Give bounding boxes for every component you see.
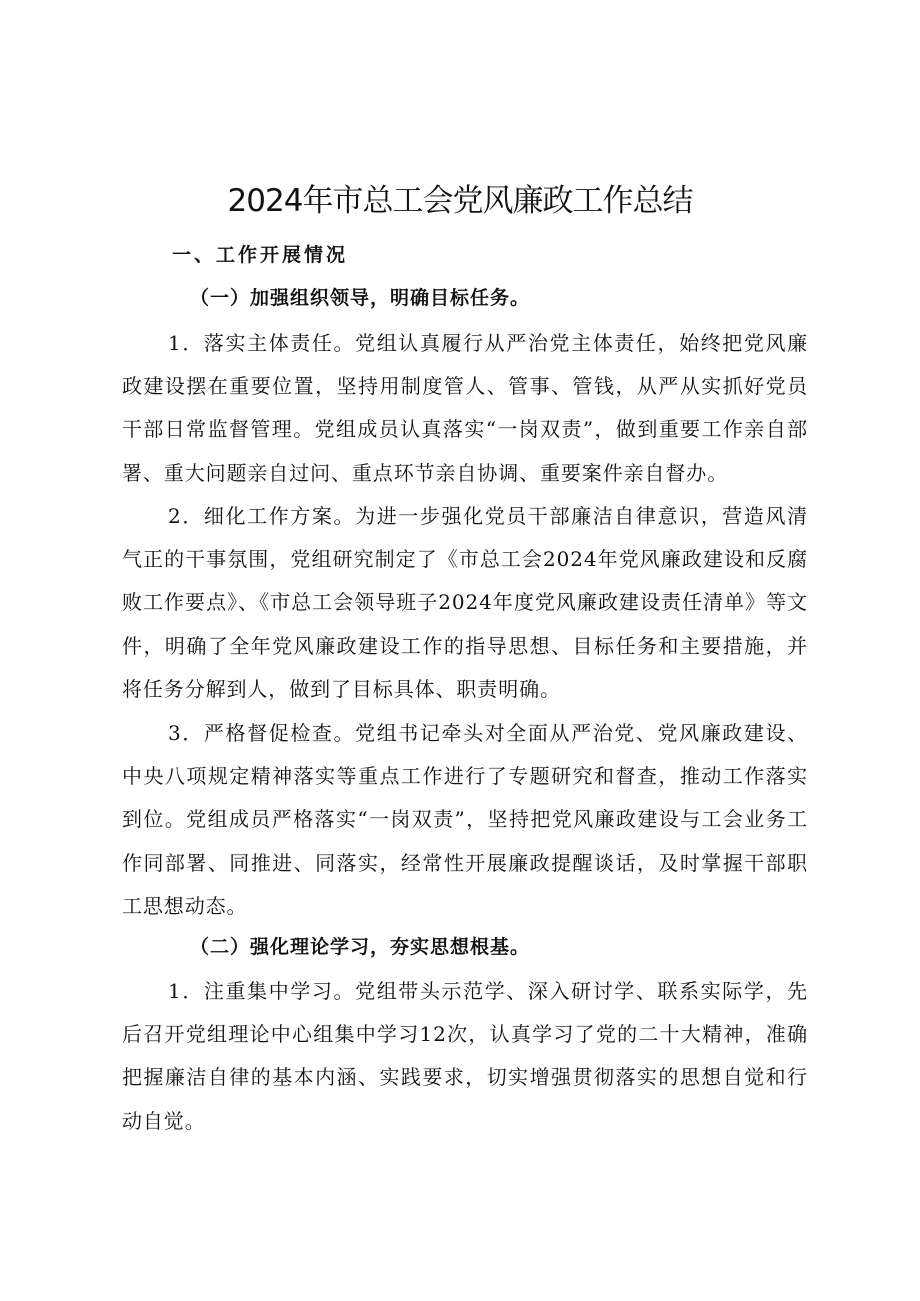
- paragraph-work-plan: 2．细化工作方案。为进一步强化党员干部廉洁自律意识，营造风清气正的干事氛围，党组研究制定了《市总工会2024年党风廉政建设和反腐败工作要点》、《市总工会领导班子2024年度党风廉政建设责任清单》等文件，明确了全年党风廉政建设工作的指导思想、目标任务和主要措施，并将任务分解到人，做到了目标具体、职责明确。: [122, 504, 808, 701]
- document-title: 2024年市总工会党风廉政工作总结: [227, 183, 693, 219]
- subsection-heading-leadership: （一）加强组织领导，明确目标任务。: [190, 287, 531, 309]
- subsection-heading-theory-study: （二）强化理论学习，夯实思想根基。: [190, 936, 531, 958]
- paragraph-main-responsibility: 1．落实主体责任。党组认真履行从严治党主体责任，始终把党风廉政建设摆在重要位置，坚持用制度管人、管事、管钱，从严从实抓好党员干部日常监督管理。党组成员认真落实“一岗双责”，做到重要工作亲自部署、重大问题亲自过问、重点环节亲自协调、重要案件亲自督办。: [122, 331, 808, 485]
- paragraph-supervision-inspection: 3．严格督促检查。党组书记牵头对全面从严治党、党风廉政建设、中央八项规定精神落实等重点工作进行了专题研究和督查，推动工作落实到位。党组成员严格落实“一岗双责”，坚持把党风廉政建设与工会业务工作同部署、同推进、同落实，经常性开展廉政提醒谈话，及时掌握干部职工思想动态。: [122, 721, 808, 918]
- paragraph-concentrated-study: 1．注重集中学习。党组带头示范学、深入研讨学、联系实际学，先后召开党组理论中心组集中学习12次，认真学习了党的二十大精神，准确把握廉洁自律的基本内涵、实践要求，切实增强贯彻落实的思想自觉和行动自觉。: [122, 979, 808, 1133]
- section-heading-work-progress: 一、工作开展情况: [172, 244, 349, 266]
